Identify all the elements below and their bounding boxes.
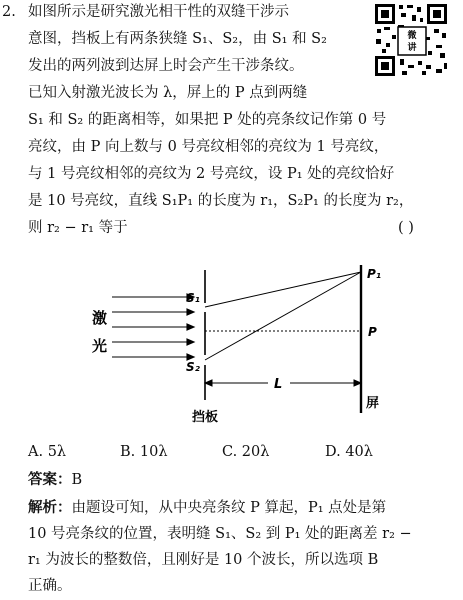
slit-s1-label: S₁ [186, 291, 200, 305]
slit-s2-label: S₂ [186, 360, 200, 374]
question-line-7: 与 1 号亮纹相邻的亮纹为 2 号亮纹，设 P₁ 处的亮纹恰好 [28, 166, 395, 182]
choice-d: D. 40λ [325, 444, 373, 460]
question-line-5: S₁ 和 S₂ 的距离相等，如果把 P 处的亮条纹记作第 0 号 [28, 112, 387, 128]
question-line-4: 已知入射激光波长为 λ，屏上的 P 点到两缝 [28, 85, 308, 101]
choice-a: A. 5λ [28, 444, 67, 460]
question-line-2: 意图，挡板上有两条狭缝 S₁、S₂，由 S₁ 和 S₂ [28, 31, 327, 47]
ray-s2-p1 [205, 272, 361, 360]
point-p-label: P [368, 325, 377, 339]
double-slit-diagram [0, 255, 463, 445]
answer-blank: ( ) [398, 220, 414, 236]
question-line-6: 亮纹，由 P 向上数与 0 号亮纹相邻的亮纹为 1 号亮纹， [28, 139, 389, 155]
choice-c: C. 20λ [222, 444, 270, 460]
screen-label: 屏 [366, 396, 380, 411]
question-line-8: 是 10 号亮纹，直线 S₁P₁ 的长度为 r₁，S₂P₁ 的长度为 r₂， [28, 193, 414, 209]
barrier-label: 挡板 [192, 410, 219, 425]
ray-s1-p1 [205, 272, 361, 307]
answer-line: 答案：B [28, 472, 83, 488]
question-line-9: 则 r₂ − r₁ 等于 [28, 220, 128, 236]
choice-b: B. 10λ [120, 444, 168, 460]
analysis-line-3: r₁ 为波长的整数倍，且刚好是 10 个波长，所以选项 B [28, 552, 379, 568]
analysis-line-2: 10 号亮条纹的位置，表明缝 S₁、S₂ 到 P₁ 处的距离差 r₂ − [28, 526, 412, 542]
laser-label-1: 激 [92, 309, 108, 327]
laser-arrows [112, 294, 194, 360]
distance-l-label: L [274, 377, 283, 392]
laser-label-2: 光 [92, 337, 108, 355]
qr-code-image [374, 3, 448, 77]
analysis-line-4: 正确。 [28, 578, 72, 594]
distance-l-arrow [205, 380, 361, 386]
question-number: 2. [2, 4, 16, 20]
question-line-3: 发出的两列波到达屏上时会产生干涉条纹。 [28, 58, 304, 74]
point-p1-label: P₁ [367, 267, 382, 281]
svg-text:微: 微 [407, 31, 417, 41]
svg-text:讲: 讲 [407, 43, 417, 53]
analysis-line-1: 解析：由题设可知，从中央亮条纹 P 算起，P₁ 点处是第 [28, 500, 387, 516]
question-line-1: 如图所示是研究激光相干性的双缝干涉示 [28, 4, 289, 20]
